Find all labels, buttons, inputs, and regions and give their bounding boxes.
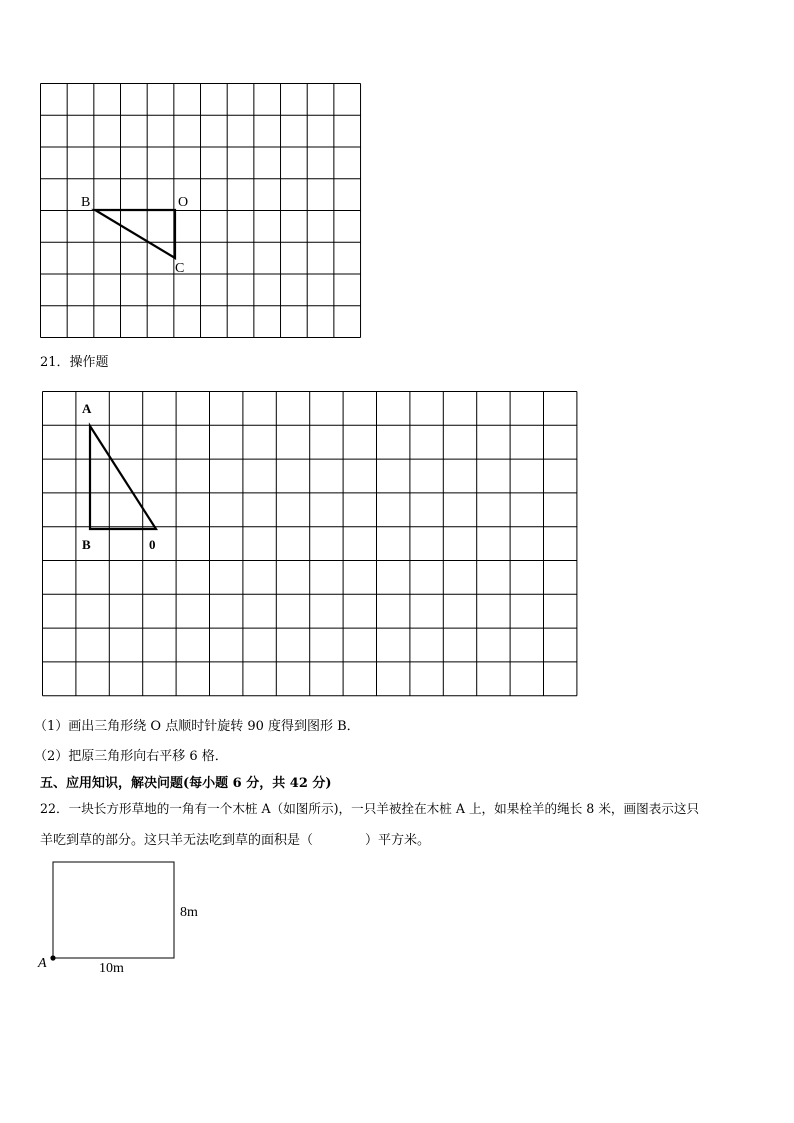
- question-21-step-2: （2）把原三角形向右平移 6 格．: [34, 749, 228, 764]
- section-5-heading: 五、应用知识，解决问题(每小题 6 分，共 42 分): [40, 776, 332, 791]
- grid-figure-2: [0, 380, 600, 710]
- label-b2: B: [82, 537, 91, 552]
- grass-rectangle: [53, 862, 174, 958]
- grid-2-lines: [43, 392, 577, 696]
- height-label: 8m: [180, 905, 198, 920]
- grid-1-lines: [41, 84, 361, 338]
- triangle-boc: [95, 210, 175, 258]
- corner-label-a: A: [38, 956, 47, 971]
- label-o: O: [178, 195, 189, 210]
- rectangle-figure: [0, 850, 260, 990]
- label-o2: 0: [149, 537, 156, 552]
- stake-a-dot: [50, 955, 55, 960]
- label-b: B: [81, 195, 91, 210]
- question-21-step-1: （1）画出三角形绕 O 点顺时针旋转 90 度得到图形 B．: [34, 719, 360, 734]
- label-a: A: [82, 401, 92, 416]
- label-c: C: [175, 261, 185, 276]
- grid-figure-1: [0, 0, 400, 345]
- width-label: 10m: [99, 961, 124, 976]
- question-21-title: 21．操作题: [40, 355, 109, 370]
- question-22-line-2: 羊吃到草的部分。这只羊无法吃到草的面积是（ ）平方米。: [40, 833, 431, 848]
- triangle-abo: [90, 426, 156, 529]
- question-22-line-1: 22．一块长方形草地的一角有一个木桩 A（如图所示)，一只羊被拴在木桩 A 上，如果栓羊的绳长 8 米，画图表示这只: [40, 801, 700, 816]
